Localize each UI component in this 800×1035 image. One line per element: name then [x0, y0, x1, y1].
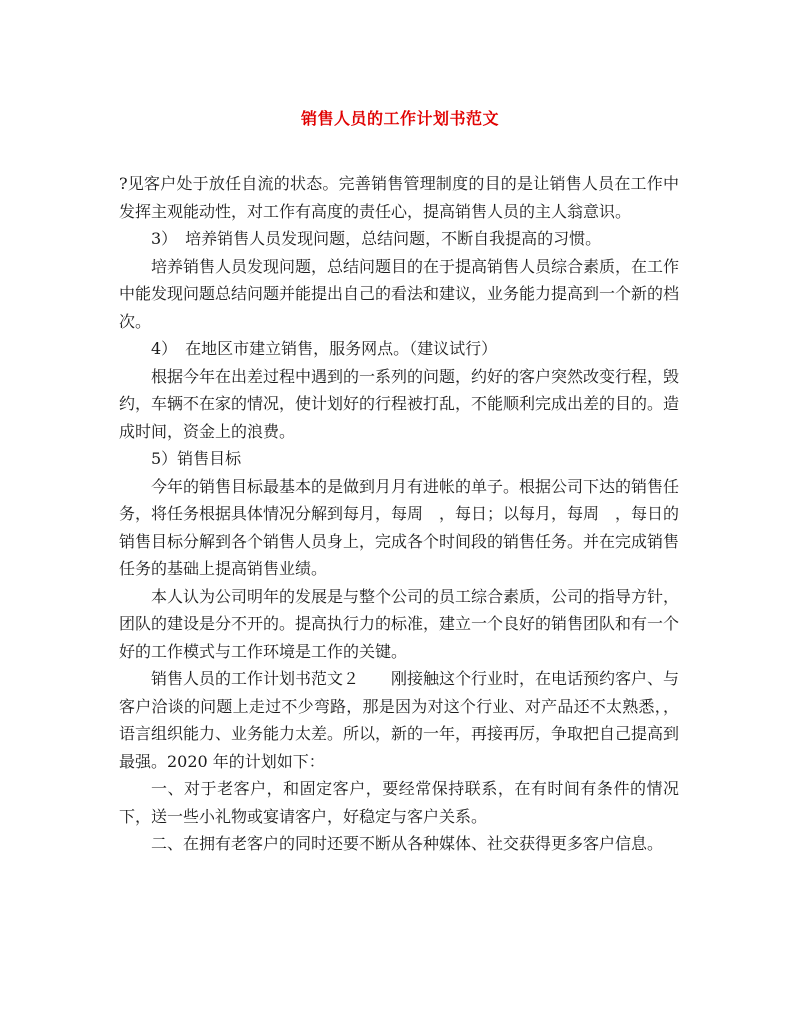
- paragraph-5: 根据今年在出差过程中遇到的一系列的问题，约好的客户突然改变行程，毁约，车辆不在家的情况，使计划好的行程被打乱，不能顺利完成出差的目的。造成时间，资金上的浪费。: [119, 366, 680, 441]
- paragraph-9: 销售人员的工作计划书范文２ 刚接触这个行业时，在电话预约客户、与客户洽谈的问题上走过不少弯路，那是因为对这个行业、对产品还不太熟悉，，语言组织能力、业务能力太差。所以，新的一年，再接再厉，争取把自己提高到最强。2020 年的计划如下：: [119, 669, 680, 771]
- document-title: 销售人员的工作计划书范文: [300, 109, 499, 128]
- paragraph-3: 培养销售人员发现问题，总结问题目的在于提高销售人员综合素质，在工作中能发现问题总结问题并能提出自己的看法和建议，业务能力提高到一个新的档次。: [119, 256, 680, 331]
- paragraph-6: 5）销售目标: [151, 449, 242, 468]
- paragraph-2: 3） 培养销售人员发现问题，总结问题，不断自我提高的习惯。: [151, 229, 602, 248]
- paragraph-1: ?见客户处于放任自流的状态。完善销售管理制度的目的是让销售人员在工作中发挥主观能动性，对工作有高度的责任心，提高销售人员的主人翁意识。: [119, 174, 679, 221]
- paragraph-10: 一、对于老客户，和固定客户，要经常保持联系，在有时间有条件的情况下，送一些小礼物或宴请客户，好稳定与客户关系。: [119, 779, 679, 826]
- paragraph-11: 二、在拥有老客户的同时还要不断从各种媒体、社交获得更多客户信息。: [151, 834, 664, 853]
- paragraph-4: 4） 在地区市建立销售，服务网点。（建议试行）: [151, 339, 498, 358]
- document-body: [119, 170, 679, 858]
- paragraph-7: 今年的销售目标最基本的是做到月月有进帐的单子。根据公司下达的销售任务，将任务根据具体情况分解到每月，每周 ，每日；以每月，每周 ，每日的销售目标分解到各个销售人员身上，完成各个时间段的销售任务。并在完成销售任务的基础上提高销售业绩。: [119, 476, 680, 578]
- paragraph-8: 本人认为公司明年的发展是与整个公司的员工综合素质，公司的指导方针，团队的建设是分不开的。提高执行力的标准，建立一个良好的销售团队和有一个好的工作模式与工作环境是工作的关键。: [119, 586, 680, 661]
